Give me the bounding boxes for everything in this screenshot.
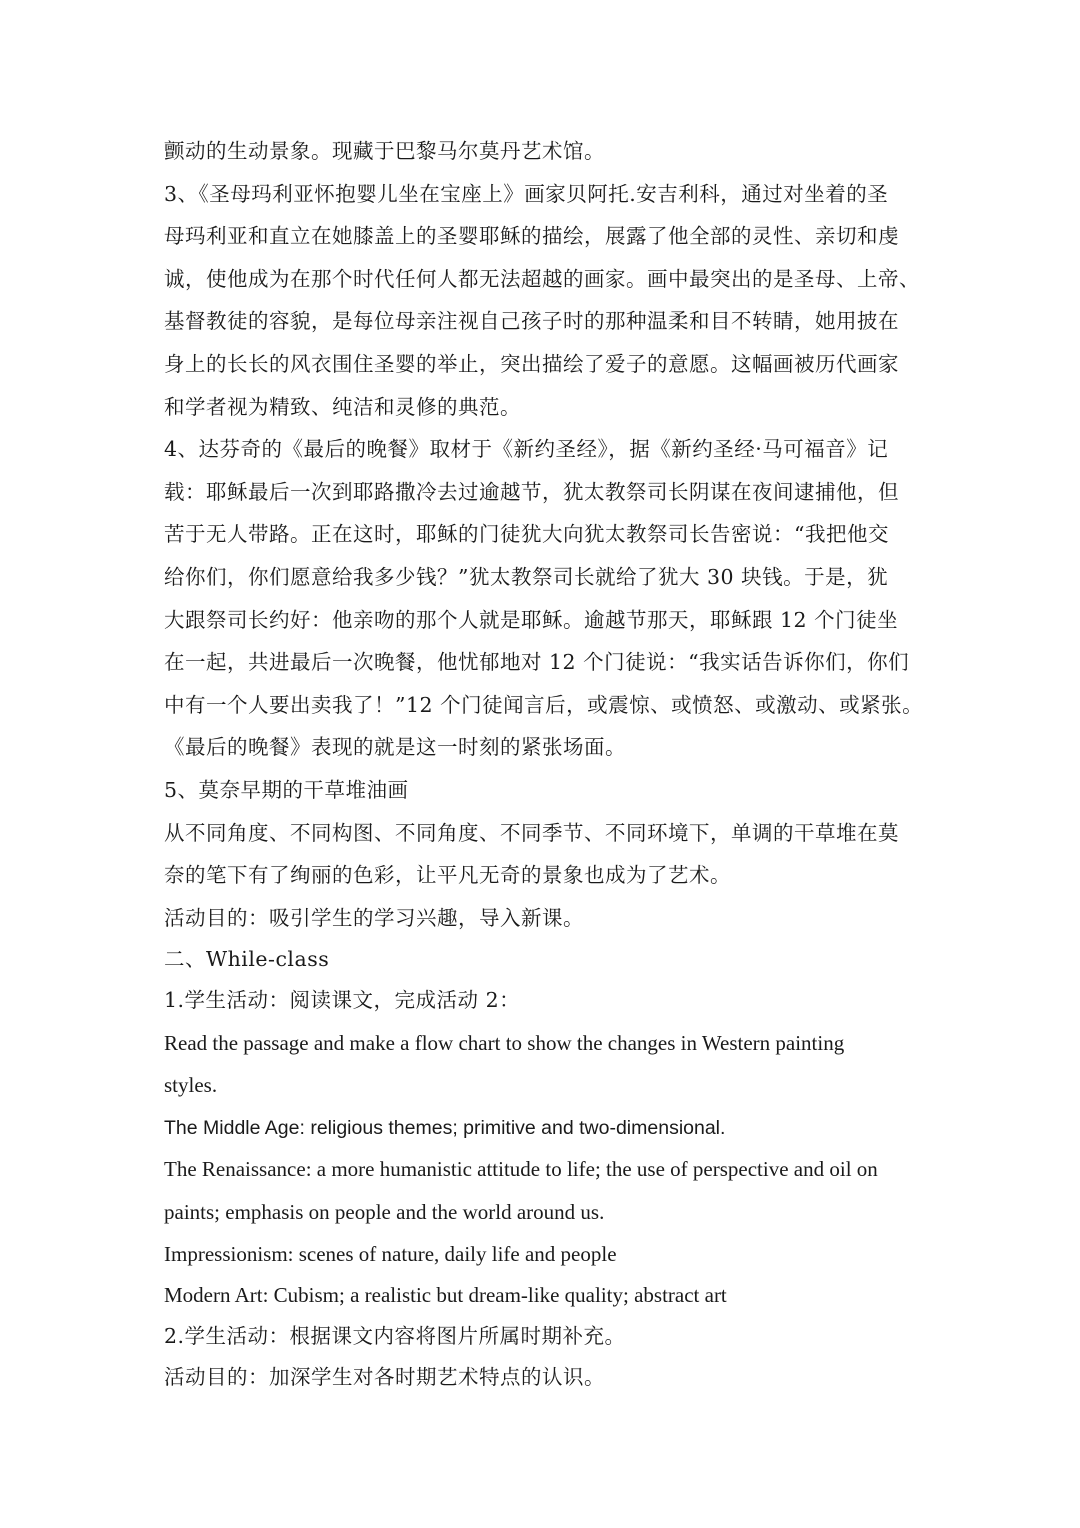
- english-instruction-line: Read the passage and make a flow chart to show the changes in Western painting: [164, 1030, 845, 1055]
- paragraph-line: 颤动的生动景象。现藏于巴黎马尔莫丹艺术馆。: [164, 139, 605, 163]
- document-page: [164, 130, 924, 1398]
- section-heading-while-class: 二、While-class: [164, 947, 330, 972]
- period-middle-age: [164, 1106, 924, 1148]
- item-4-heading-line: 4、达芬奇的《最后的晚餐》取材于《新约圣经》，据《新约圣经·马可福音》记: [164, 437, 889, 462]
- paragraph-line: 身上的长长的风衣围住圣婴的举止，突出描绘了爱子的意愿。这幅画被历代画家: [164, 351, 899, 376]
- item-3-heading-line: 3、《圣母玛利亚怀抱婴儿坐在宝座上》画家贝阿托.安吉利科，通过对坐着的圣: [164, 181, 889, 206]
- period-modern-art: Modern Art: Cubism; a realistic but dream-like quality; abstract art: [164, 1283, 727, 1307]
- activity-purpose-line: 活动目的：加深学生对各时期艺术特点的认识。: [164, 1365, 605, 1389]
- paragraph-line: 诚，使他成为在那个时代任何人都无法超越的画家。画中最突出的是圣母、上帝、: [164, 266, 920, 291]
- paragraph-line: 和学者视为精致、纯洁和灵修的典范。: [164, 394, 521, 419]
- paragraph-line: 苦于无人带路。正在这时，耶稣的门徒犹大向犹太教祭司长告密说：“我把他交: [164, 522, 889, 547]
- period-renaissance: The Renaissance: a more humanistic attitude to life; the use of perspective and oil on: [164, 1157, 878, 1182]
- paragraph-line: 奈的笔下有了绚丽的色彩，让平凡无奇的景象也成为了艺术。: [164, 863, 731, 888]
- activity-purpose-line: 活动目的：吸引学生的学习兴趣，导入新课。: [164, 905, 584, 930]
- paragraph-line: 母玛利亚和直立在她膝盖上的圣婴耶稣的描绘，展露了他全部的灵性、亲切和虔: [164, 224, 899, 249]
- paragraph-line: 载：耶稣最后一次到耶路撒冷去过逾越节，犹太教祭司长阴谋在夜间逮捕他，但: [164, 479, 899, 504]
- item-5-heading: 5、莫奈早期的干草堆油画: [164, 777, 409, 802]
- paragraph-line: 中有一个人要出卖我了！”12 个门徒闻言后，或震惊、或愤怒、或激动、或紧张。: [164, 692, 924, 717]
- period-middle-age-text: The Middle Age: religious themes; primitive and two-dimensional.: [164, 1117, 726, 1140]
- paragraph-line: 大跟祭司长约好：他亲吻的那个人就是耶稣。逾越节那天，耶稣跟 12 个门徒坐: [164, 607, 899, 632]
- student-activity-2: 2.学生活动：根据课文内容将图片所属时期补充。: [164, 1324, 626, 1348]
- paragraph-line: 从不同角度、不同构图、不同角度、不同季节、不同环境下，单调的干草堆在莫: [164, 820, 899, 845]
- english-instruction-line: styles.: [164, 1073, 218, 1098]
- period-renaissance-cont: paints; emphasis on people and the world around us.: [164, 1199, 605, 1224]
- student-activity-1: 1.学生活动：阅读课文，完成活动 2：: [164, 988, 521, 1013]
- paragraph-line: 给你们，你们愿意给我多少钱？”犹太教祭司长就给了犹大 30 块钱。于是，犹: [164, 564, 889, 589]
- paragraph-line: 在一起，共进最后一次晚餐，他忧郁地对 12 个门徒说：“我实话告诉你们，你们: [164, 650, 910, 675]
- paragraph-line: 《最后的晚餐》表现的就是这一时刻的紧张场面。: [164, 735, 626, 760]
- paragraph-line: 基督教徒的容貌，是每位母亲注视自己孩子时的那种温柔和目不转睛，她用披在: [164, 309, 899, 334]
- period-impressionism: Impressionism: scenes of nature, daily life and people: [164, 1241, 617, 1266]
